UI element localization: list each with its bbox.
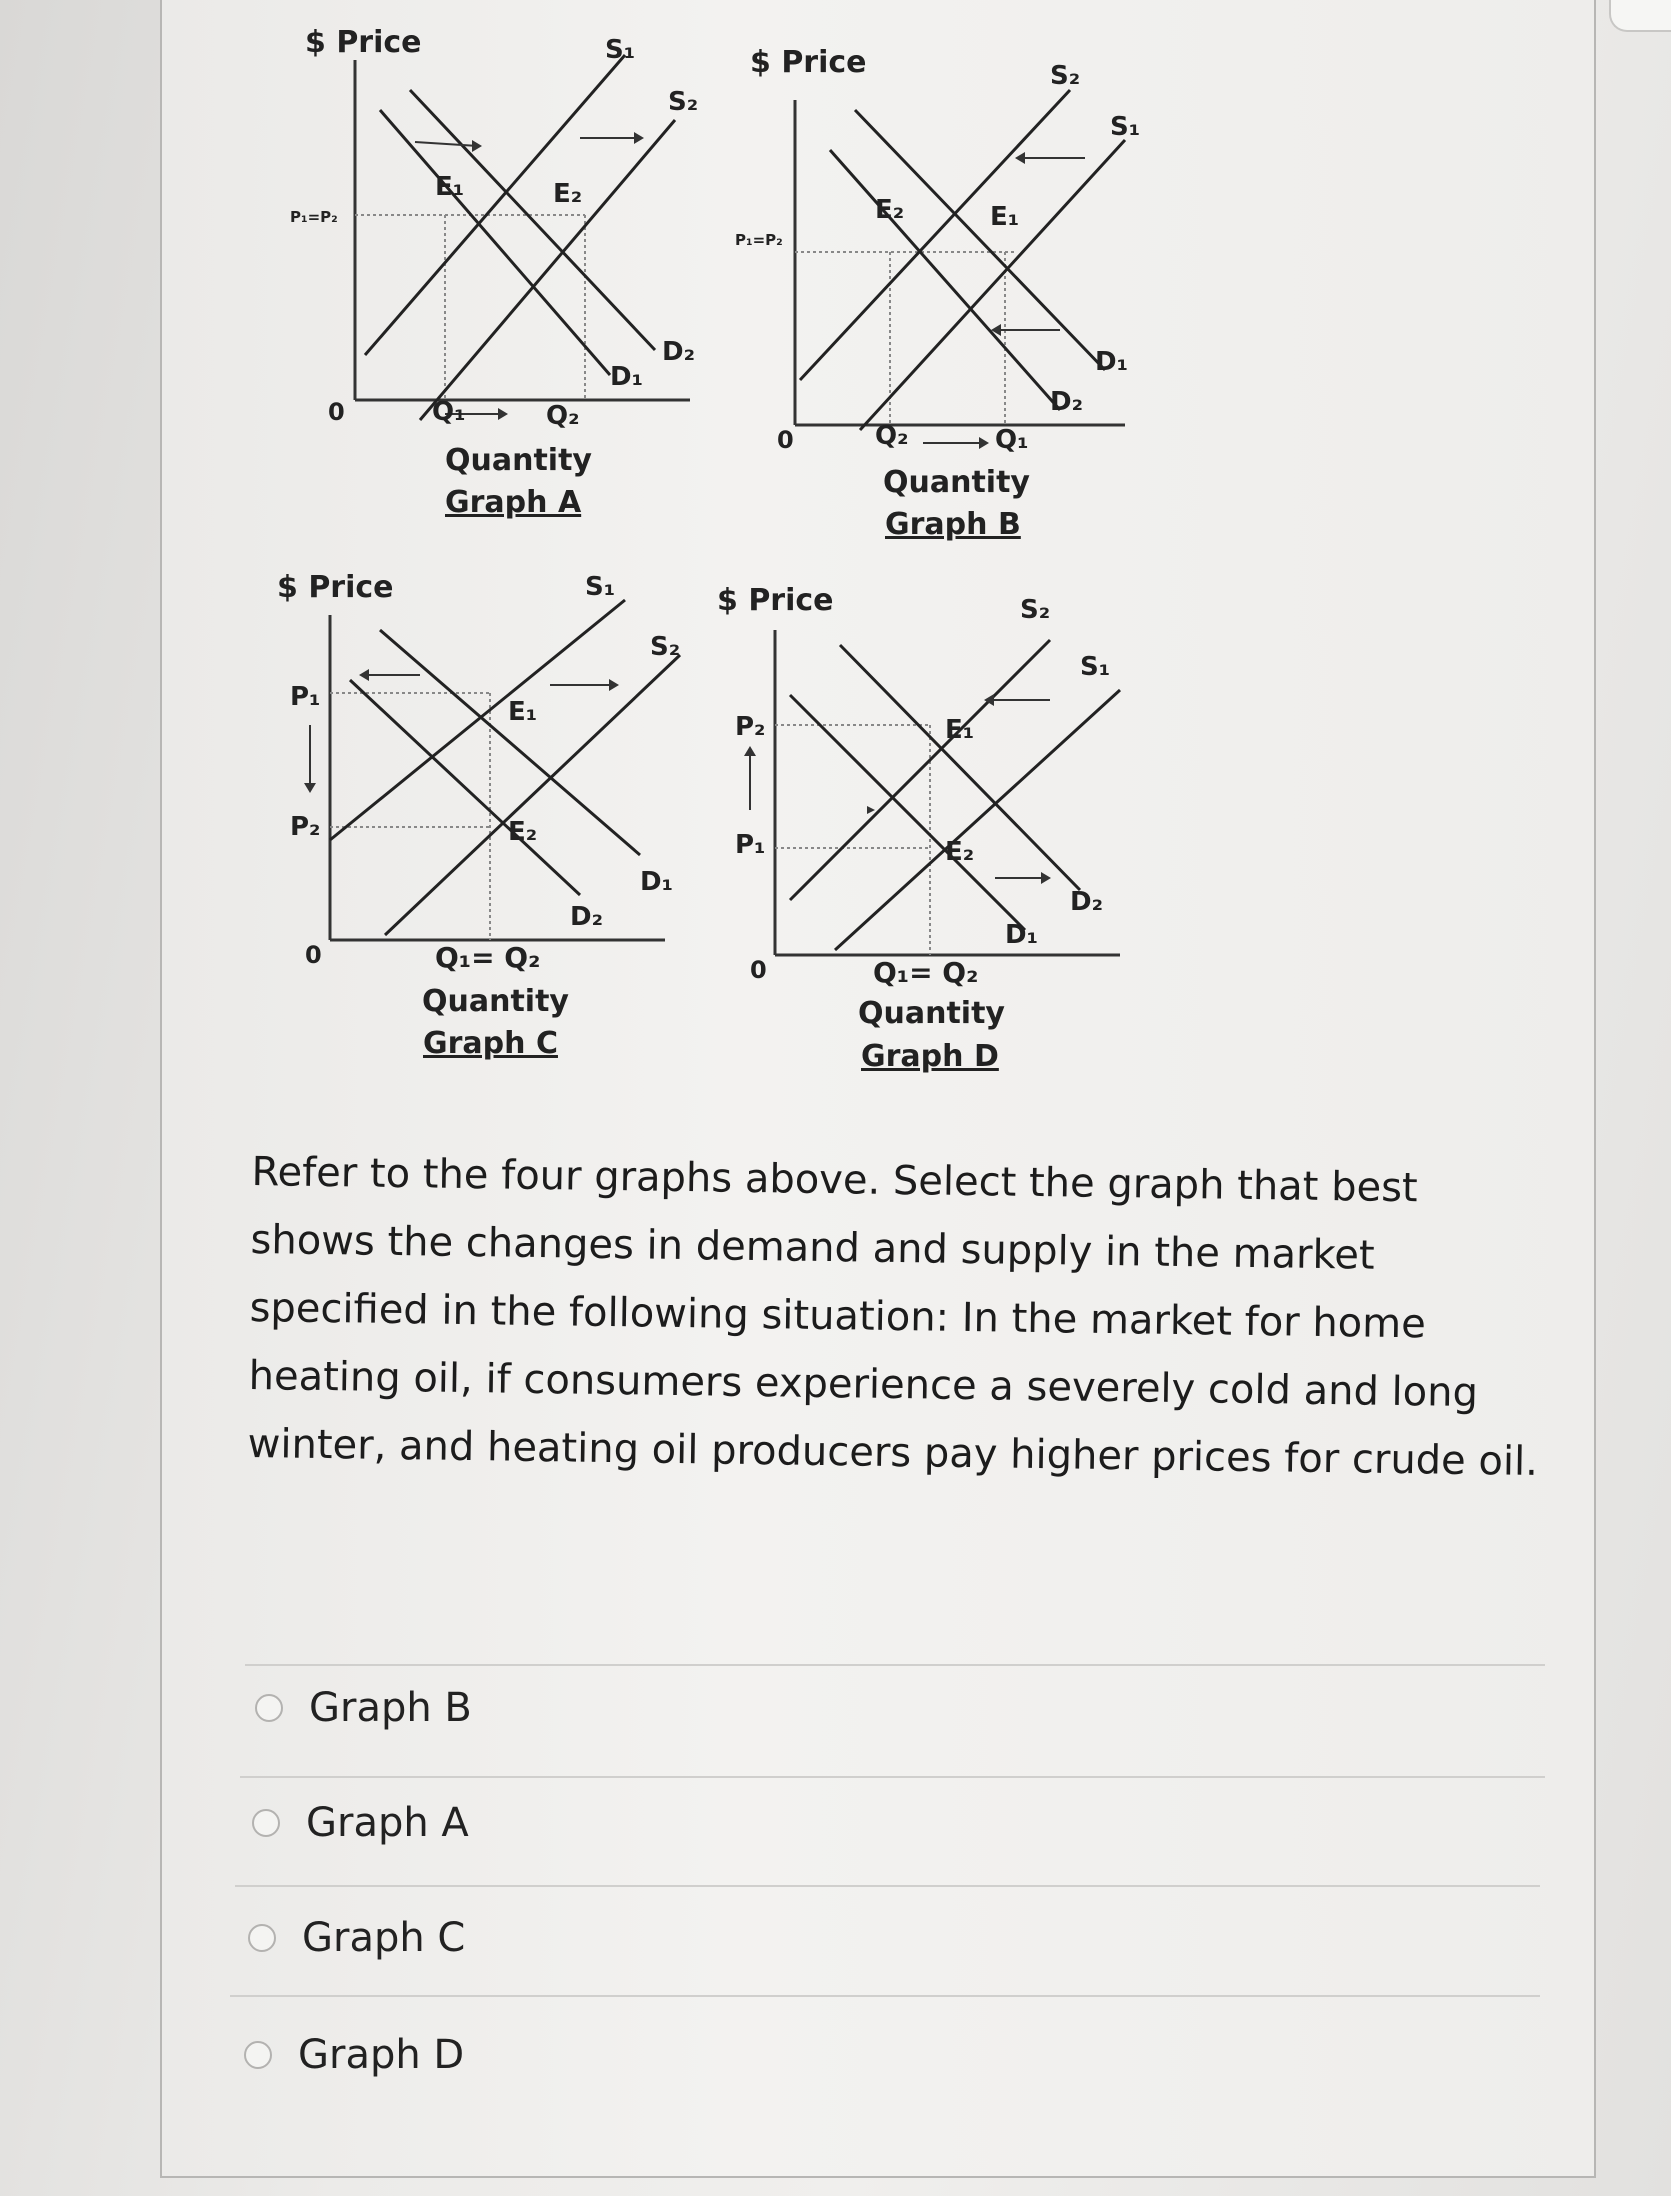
demand-curve-d2 [830,150,1060,410]
graph-a-s1-label: S₁ [605,35,636,65]
graph-b-e1-label: E₁ [990,202,1020,232]
graph-d-d2-label: D₂ [1070,887,1103,917]
graph-a-e2-label: E₂ [553,179,583,209]
graph-d-s2-label: S₂ [1020,595,1051,625]
option-label: Graph D [298,2032,465,2078]
option-label: Graph A [306,1800,469,1846]
graph-b-d1-label: D₁ [1095,347,1128,377]
graph-c-e1-label: E₁ [508,697,538,727]
graph-b [725,40,1165,560]
graph-a-d2-label: D₂ [662,337,695,367]
options-divider [240,1776,1545,1778]
graph-d-d1-label: D₁ [1005,920,1038,950]
supply-curve-s2 [790,640,1050,900]
option-graph-b[interactable] [255,1685,472,1731]
question-line: winter, and heating oil producers pay higher prices for crude oil. [247,1420,1539,1485]
graph-d-e2-label: E₂ [945,837,975,867]
graph-d-q-equal: Q₁= Q₂ [873,956,979,989]
supply-curve-s1 [860,140,1125,430]
supply-curve-s1 [365,55,625,355]
demand-curve-d2 [410,90,655,350]
radio-button-icon[interactable] [248,1924,276,1952]
options-divider [230,1995,1540,1997]
graph-b-quantity: Quantity [883,465,1030,500]
graph-a-d1-label: D₁ [610,362,643,392]
graph-c-q-equal: Q₁= Q₂ [435,941,541,974]
graph-d [705,570,1145,1090]
demand-curve-d1 [380,110,610,375]
graph-d-s1-label: S₁ [1080,652,1111,682]
graph-d-svg [705,570,1145,1090]
supply-curve-s2 [800,90,1070,380]
demand-curve-d1 [790,695,1025,930]
option-graph-c[interactable] [248,1915,465,1961]
graph-a-q-left: Q₁ [432,397,466,427]
graph-c-price-label: $ Price [277,570,394,605]
graph-a-q-right: Q₂ [546,401,580,431]
graph-c-origin: 0 [305,941,322,969]
question-line: shows the changes in demand and supply in the market [250,1216,1375,1279]
graph-d-price-label: $ Price [717,583,834,618]
options-divider [245,1664,1545,1666]
graph-b-equal-price: P₁=P₂ [735,231,783,249]
graph-c-p-bottom: P₂ [290,812,321,842]
graph-d-p-top: P₂ [735,712,766,742]
graph-b-q-left: Q₂ [875,421,909,451]
graph-d-title: Graph D [861,1039,999,1074]
options-divider [235,1885,1540,1887]
graph-b-q-right: Q₁ [995,425,1029,455]
graph-b-price-label: $ Price [750,45,867,80]
graph-c-p-top: P₁ [290,682,321,712]
graph-c-quantity: Quantity [422,984,569,1019]
graph-b-s1-label: S₁ [1110,112,1141,142]
graph-c-d1-label: D₁ [640,867,673,897]
graph-a-svg [270,20,710,540]
option-label: Graph B [309,1685,472,1731]
graph-b-origin: 0 [777,426,794,454]
graph-c-s2-label: S₂ [650,632,681,662]
graph-d-origin: 0 [750,956,767,984]
graph-a-quantity: Quantity [445,443,592,478]
radio-button-icon[interactable] [244,2041,272,2069]
question-line: heating oil, if consumers experience a severely cold and long [248,1352,1479,1417]
demand-curve-d1 [855,110,1105,370]
question-line: specified in the following situation: In the market for home [249,1284,1427,1348]
graph-a [270,20,710,540]
option-graph-a[interactable] [252,1800,469,1846]
graph-a-price-label: $ Price [305,25,422,60]
graph-a-equal-price: P₁=P₂ [290,208,338,226]
graph-d-e1-label: E₁ [945,715,975,745]
graph-c-title: Graph C [423,1026,558,1061]
question-text [247,1138,1552,1496]
graph-b-e2-label: E₂ [875,195,905,225]
graph-c-s1-label: S₁ [585,572,616,602]
graph-a-title: Graph A [445,485,582,520]
graph-b-svg [725,40,1165,560]
option-graph-d[interactable] [244,2032,464,2078]
graph-d-p-bottom: P₁ [735,830,766,860]
radio-button-icon[interactable] [252,1809,280,1837]
graph-c-e2-label: E₂ [508,817,538,847]
graph-b-title: Graph B [885,507,1021,542]
graph-a-s2-label: S₂ [668,87,699,117]
graph-c [265,555,705,1075]
graph-c-d2-label: D₂ [570,902,603,932]
graph-d-quantity: Quantity [858,996,1005,1031]
card-corner [1609,0,1671,32]
graph-a-e1-label: E₁ [435,172,465,202]
graph-a-origin: 0 [328,398,345,426]
graph-b-s2-label: S₂ [1050,61,1081,91]
graph-b-d2-label: D₂ [1050,387,1083,417]
graph-c-svg [265,555,705,1075]
demand-curve-d2 [350,680,580,895]
radio-button-icon[interactable] [255,1694,283,1722]
question-line: Refer to the four graphs above. Select the graph that best [251,1148,1418,1212]
option-label: Graph C [302,1915,466,1961]
